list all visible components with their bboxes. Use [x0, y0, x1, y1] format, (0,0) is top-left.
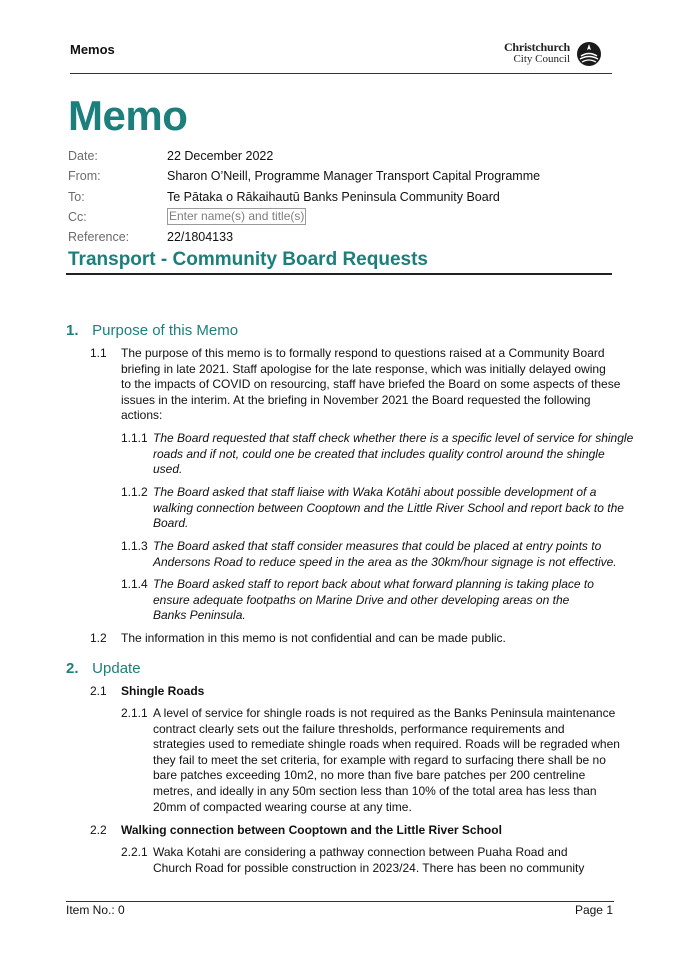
para-1-1-1 — [153, 431, 633, 478]
cc-label: Cc: — [68, 209, 87, 224]
para-1-1-4 — [153, 577, 594, 624]
para-1-1-3 — [153, 539, 617, 570]
para-1-1-2-number: 1.1.2 — [121, 485, 148, 499]
cc-field[interactable]: Enter name(s) and title(s) — [169, 208, 305, 223]
subsection-2-2-number: 2.2 — [90, 823, 107, 837]
section-1-title: Purpose of this Memo — [92, 322, 239, 339]
subject-divider — [66, 273, 612, 275]
para-line: metres, and ideally in any 50m section less than 10% of the total area has less than — [153, 783, 597, 798]
para-line: Board. — [153, 516, 189, 531]
para-1-1-1-number: 1.1.1 — [121, 431, 148, 445]
para-1-2 — [121, 631, 506, 647]
para-line: The purpose of this memo is to formally respond to questions raised at a Community Board — [121, 346, 605, 360]
para-1-1-number: 1.1 — [90, 346, 107, 360]
reference-label: Reference: — [68, 230, 130, 245]
council-emblem-icon — [576, 41, 602, 67]
section-2-heading — [66, 660, 141, 677]
para-line: ensure adequate footpaths on Marine Drive and other developing areas on the — [153, 592, 570, 607]
para-line: A level of service for shingle roads is not required as the Banks Peninsula maintenance — [153, 706, 616, 720]
para-line: bare patches exceeding 10m2, no more than five bare patches per 200 centreline — [153, 768, 586, 783]
date-label: Date: — [68, 149, 98, 163]
para-2-2-1 — [153, 845, 584, 876]
para-line: briefing in late 2021. Staff apologise for the late response, which was initially delayed owing — [121, 361, 606, 376]
para-line: The Board asked that staff liaise with Waka Kotāhi about possible development of a — [153, 485, 597, 499]
para-line: The Board asked that staff consider measures that could be placed at entry points to — [153, 539, 602, 553]
para-line: Waka Kotahi are considering a pathway connection between Puaha Road and — [153, 845, 568, 859]
para-line: contract clearly sets out the failure thresholds, performance requirements and — [153, 721, 565, 736]
para-1-2-number: 1.2 — [90, 631, 107, 645]
para-line: Andersons Road to reduce speed in the area as the 30km/hour signage is not effective. — [153, 554, 617, 569]
section-2-number: 2. — [66, 660, 79, 677]
subsection-2-1-title: Shingle Roads — [121, 684, 205, 698]
para-line: issues in the interim. At the briefing in November 2021 the Board requested the following — [121, 392, 591, 407]
para-line: walking connection between Cooptown and the Little River School and report back to the — [153, 500, 624, 515]
section-1-heading — [66, 322, 238, 339]
footer-divider — [66, 901, 614, 902]
para-1-1-2 — [153, 485, 624, 532]
subsection-2-1-number: 2.1 — [90, 684, 107, 698]
memo-title: Memo — [68, 92, 188, 139]
from-label: From: — [68, 169, 101, 184]
para-line: Banks Peninsula. — [153, 608, 246, 623]
para-2-2-1-number: 2.2.1 — [121, 845, 148, 859]
footer-item-number: Item No.: 0 — [66, 903, 125, 917]
para-line: The Board asked staff to report back about what forward planning is taking place to — [153, 577, 594, 591]
subsection-2-2-title: Walking connection between Cooptown and the Little River School — [121, 823, 502, 837]
para-line: they fail to meet the set criteria, for example with regard to surfacing there shall be no — [153, 752, 606, 767]
logo-line-2: City Council — [513, 53, 570, 65]
para-1-1-4-number: 1.1.4 — [121, 577, 148, 591]
para-line: The Board requested that staff check whether there is a specific level of service for shingle — [153, 431, 634, 445]
date-value: 22 December 2022 — [167, 149, 274, 163]
para-line: used. — [153, 462, 183, 477]
para-line: actions: — [121, 408, 163, 423]
to-value: Te Pātaka o Rākaihautū Banks Peninsula Community Board — [167, 189, 500, 204]
para-2-1-1-number: 2.1.1 — [121, 706, 148, 720]
to-label: To: — [68, 189, 85, 204]
council-logo — [498, 41, 602, 67]
footer-page-number: Page 1 — [574, 903, 613, 917]
section-2-title: Update — [92, 660, 141, 677]
para-line: The information in this memo is not confidential and can be made public. — [121, 631, 506, 645]
header-divider — [70, 73, 612, 74]
para-2-1-1 — [153, 706, 620, 815]
para-line: to the impacts of COVID on resourcing, staff have briefed the Board on some aspects of these — [121, 377, 621, 392]
para-line: 20mm of compacted wearing course at any time. — [153, 799, 412, 814]
from-value: Sharon O’Neill, Programme Manager Transport Capital Programme — [167, 169, 541, 184]
section-1-number: 1. — [66, 322, 79, 339]
para-line: Church Road for possible construction in 2023/24. There has been no community — [153, 860, 585, 875]
para-1-1 — [121, 346, 620, 424]
logo-line-1: Christchurch — [503, 40, 570, 54]
para-line: roads and if not, could one be created that includes quality control around the shingle — [153, 446, 605, 461]
reference-value: 22/1804133 — [167, 230, 234, 245]
para-1-1-3-number: 1.1.3 — [121, 539, 148, 553]
para-line: strategies used to remediate shingle roads when required. Roads will be regraded when — [153, 737, 620, 752]
header-label: Memos — [70, 42, 115, 57]
memo-subject: Transport - Community Board Requests — [68, 249, 428, 270]
